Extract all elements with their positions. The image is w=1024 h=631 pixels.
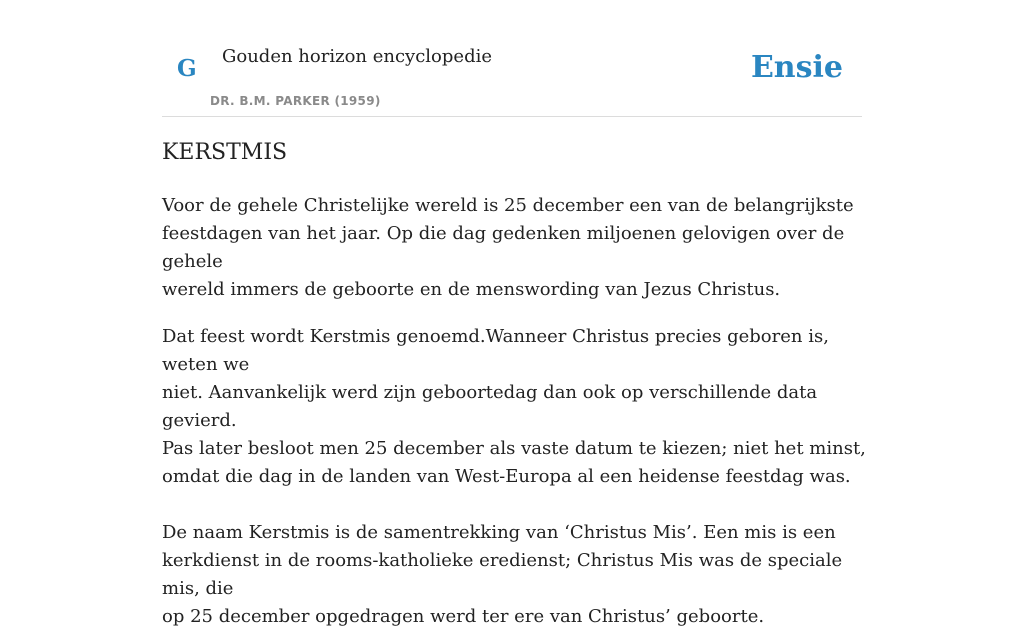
article-body bbox=[162, 192, 867, 631]
article-title: KERSTMIS bbox=[162, 140, 288, 165]
source-header bbox=[162, 0, 862, 117]
source-title[interactable]: Gouden horizon encyclopedie bbox=[222, 46, 492, 67]
brand-logo[interactable]: Ensie bbox=[750, 50, 843, 85]
source-logo-icon: G bbox=[177, 55, 197, 82]
article-paragraph: Dat feest wordt Kerstmis genoemd.Wanneer Christus precies geboren is, weten we niet. Aanvankelijk werd zijn geboortedag dan ook op verschillende data gevierd. Pas later besloot men 25 december als vaste datum te kiezen; niet het minst, omdat die dag in de landen van West-Europa al een heidense feestdag was. bbox=[162, 326, 866, 487]
article-paragraph: De naam Kerstmis is de samentrekking van ‘Christus Mis’. Een mis is een kerkdienst in de rooms-katholieke eredienst; Christus Mis was de speciale mis, die op 25 december opgedragen werd ter ere van Christus’ geboorte. bbox=[162, 522, 843, 627]
source-author: DR. B.M. PARKER (1959) bbox=[210, 94, 381, 108]
article-paragraph: Voor de gehele Christelijke wereld is 25 december een van de belangrijkste feestdagen van het jaar. Op die dag gedenken miljoenen gelovigen over de gehele wereld immers de geboorte en de menswording van Jezus Christus. bbox=[162, 195, 854, 300]
